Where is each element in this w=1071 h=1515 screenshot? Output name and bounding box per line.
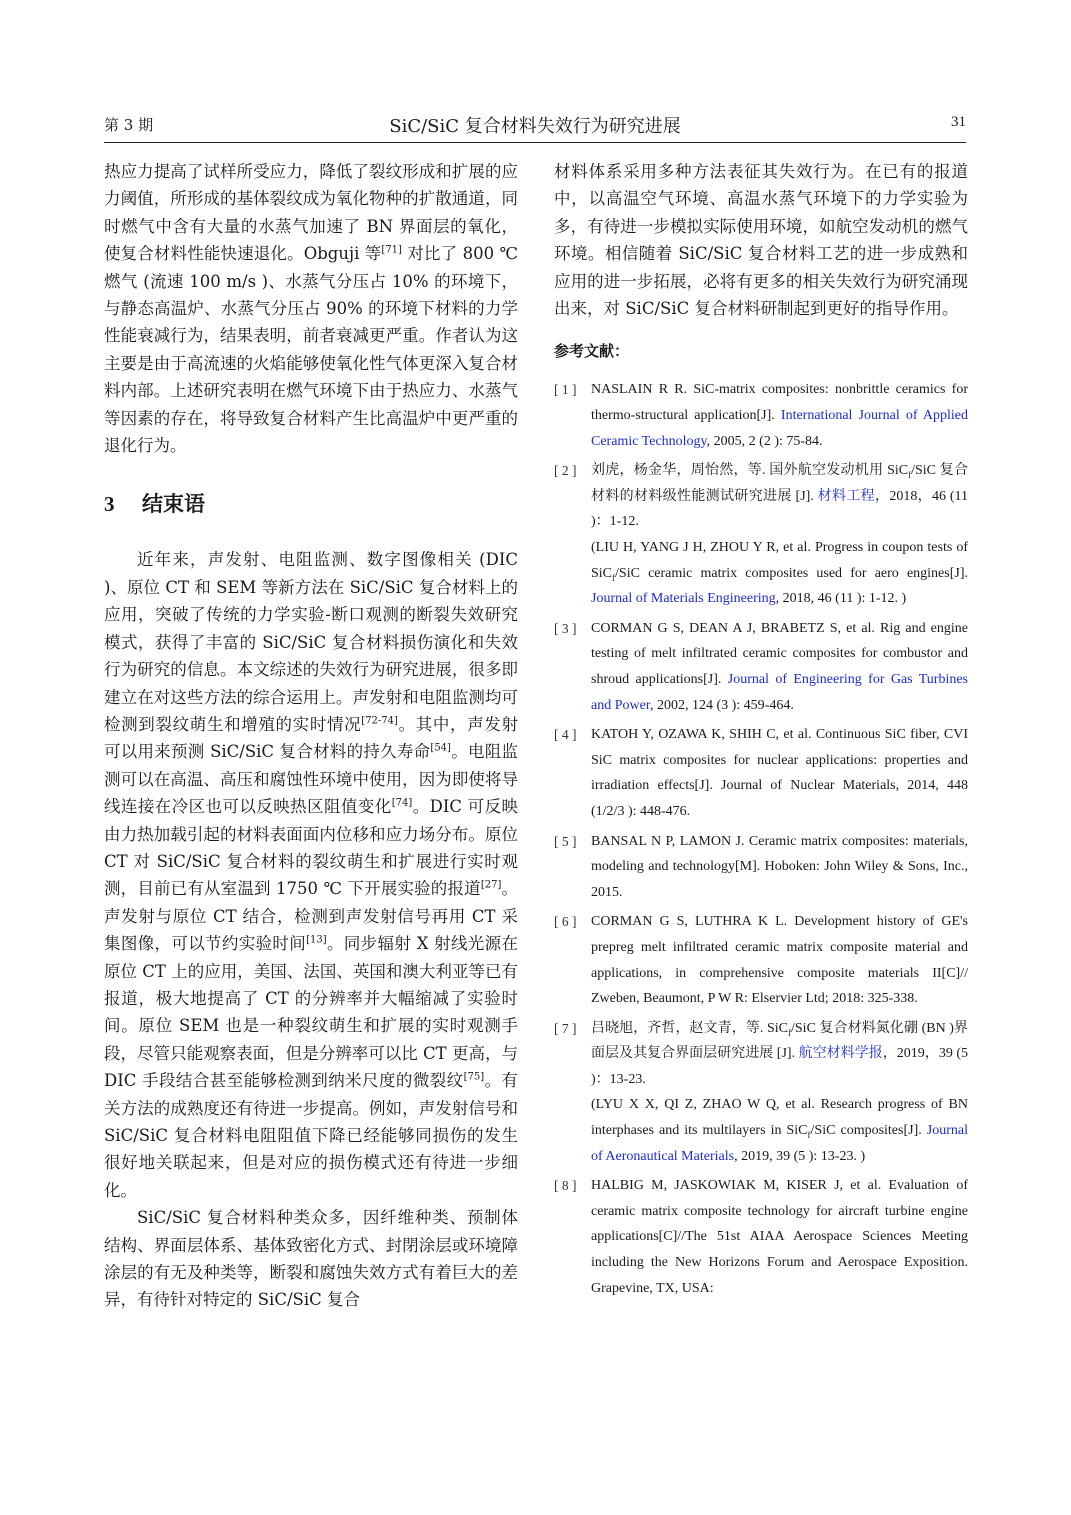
reference-translation: (LIU H, YANG J H, ZHOU Y R, et al. Progress in coupon tests of SiC$_f$/SiC ceramic matrix composites used for aero engines[J]. Journal of Materials Engineering, 2018, 46 (11 ): 1-12. ) [591,540,968,607]
citation: [54] [430,742,451,754]
reference-text: NASLAIN R R. SiC-matrix composites: nonbrittle ceramics for thermo-structural application[J]. International Journal of Applied Ceramic Technology, 2005, 2 (2 ): 75-84. [591,382,968,449]
reference-index: [ 6 ] [554,914,577,930]
reference-index: [ 7 ] [554,1020,577,1036]
reference-item [554,722,968,824]
reference-index: [ 3 ] [554,620,577,636]
journal-link[interactable]: Journal of Engineering for Gas Turbines and Power [591,671,968,713]
reference-index: [ 5 ] [554,833,577,849]
reference-translation: (LYU X X, QI Z, ZHAO W Q, et al. Research progress of BN interphases and its multilayers in SiC$_f$/SiC composites[J]. Journal of Aeronautical Materials, 2019, 39 (5 ): 13-23. ) [591,1097,969,1164]
reference-text: CORMAN G S, LUTHRA K L. Development history of GE's prepreg melt infiltrated ceramic matrix composite material and applications, in comprehensive composite materials II[C]// Zweben, Beaumont, P W R: Elservier Ltd; 2018: 325-338. [591,914,968,1007]
issue-number: 第 3 期 [104,116,154,134]
reference-item [554,1016,968,1170]
reference-index: [ 1 ] [554,382,577,398]
reference-text: HALBIG M, JASKOWIAK M, KISER J, et al. Evaluation of ceramic matrix composite technology for aircraft turbine engine applications[C]//The 51st AIAA Aerospace Sciences Meeting including the New Horizons Forum and Aerospace Exposition. Grapevine, TX, USA: [591,1178,968,1296]
page-number: 31 [951,114,966,130]
citation: [74] [391,797,413,809]
reference-text: 刘虎，杨金华，周怡然，等. 国外航空发动机用 SiC$_f$/SiC 复合材料的材料级性能测试研究进展 [J]. 材料工程，2018，46 (11 )：1-12. (LIU H, YANG J H, ZHOU Y R, et al. Progress in coupon tests of SiC$_f$/SiC ceramic matrix composites used for aero engines[J]. Journal of Materials Engineering, 2018, 46 (11 ): 1-12. ) [591,458,968,612]
references-title: 参考文献： [554,342,630,361]
reference-index: [ 8 ] [554,1178,577,1194]
citation: [27] [480,879,502,891]
right-column [554,158,968,1305]
journal-link[interactable]: Journal of Aeronautical Materials [591,1123,969,1164]
reference-item [554,458,968,612]
citation: [71] [381,244,402,256]
reference-text: CORMAN G S, DEAN A J, BRABETZ S, et al. Rig and engine testing of melt infiltrated ceramic composites for combustor and shroud applications[J]. Journal of Engineering for Gas Turbines and Power, 2002, 124 (3 ): 459-464. [591,620,968,713]
reference-item [554,909,968,1011]
paragraph-1: 热应力提高了试样所受应力，降低了裂纹形成和扩展的应力阈值，所形成的基体裂纹成为氧化物种的扩散通道，同时燃气中含有大量的水蒸气加速了 BN 界面层的氧化，使复合材料性能快速退化。Obguji 等[71] 对比了 800 ℃ 燃气 (流速 100 m/s )、水蒸气分压占 10% 的环境下，与静态高温炉、水蒸气分压占 90% 的环境下材料的力学性能衰减行为，结果表明，前者衰减更严重。作者认为这主要是由于高流速的火焰能够使氧化性气体更深入复合材料内部。上述研究表明在燃气环境下由于热应力、水蒸气等因素的存在，将导致复合材料产生比高温炉中更严重的退化行为。 [104,162,518,456]
journal-link[interactable]: 航空材料学报 [798,1046,883,1062]
paragraph-4: 材料体系采用多种方法表征其失效行为。在已有的报道中，以高温空气环境、高温水蒸气环境下的力学实验为多，有待进一步模拟实际使用环境，如航空发动机的燃气环境。相信随着 SiC/SiC 复合材料工艺的进一步成熟和应用的进一步拓展，必将有更多的相关失效行为研究涌现出来，对 SiC/SiC 复合材料研制起到更好的指导作用。 [554,162,968,319]
reference-item [554,1173,968,1301]
reference-list [554,377,968,1301]
reference-text: KATOH Y, OZAWA K, SHIH C, et al. Continuous SiC fiber, CVI SiC matrix composites for nuclear applications: properties and irradiation effects[J]. Journal of Nuclear Materials, 2014, 448 (1/2/3 ): 448-476. [591,727,968,819]
journal-link[interactable]: Journal of Materials Engineering [591,591,776,607]
reference-text: BANSAL N P, LAMON J. Ceramic matrix composites: materials, modeling and technology[M]. Hoboken: John Wiley & Sons, Inc., 2015. [591,833,968,900]
citation: [72-74] [361,715,398,727]
reference-text: 吕晓旭，齐哲，赵文青，等. SiC$_f$/SiC 复合材料氮化硼 (BN )界面层及其复合界面层研究进展 [J]. 航空材料学报，2019，39 (5 )：13-23. (LYU X X, QI Z, ZHAO W Q, et al. Research progress of BN interphases and its multilayers in SiC$_f$/SiC composites[J]. Journal of Aeronautical Materials, 2019, 39 (5 ): 13-23. ) [591,1016,968,1170]
reference-item [554,829,968,906]
running-title: SiC/SiC 复合材料失效行为研究进展 [389,116,681,137]
reference-index: [ 2 ] [554,463,577,479]
paragraph-3: SiC/SiC 复合材料种类众多，因纤维种类、预制体结构、界面层体系、基体致密化方式、封閉涂层或环境障涂层的有无及种类等，断裂和腐蚀失效方式有着巨大的差异，有待针对特定的 SiC/SiC 复合 [104,1208,518,1310]
reference-item [554,616,968,718]
left-column [104,158,518,1314]
section-title: 结束语 [142,492,205,517]
citation: [13] [306,934,327,946]
journal-link[interactable]: 材料工程 [817,488,875,504]
section-heading [104,488,518,518]
reference-index: [ 4 ] [554,727,577,743]
paragraph-2: 近年来，声发射、电阻监测、数字图像相关 (DIC )、原位 CT 和 SEM 等新方法在 SiC/SiC 复合材料上的应用，突破了传统的力学实验-断口观测的断裂失效研究模式，获得了丰富的 SiC/SiC 复合材料损伤演化和失效行为研究的信息。本文综述的失效行为研究进展，很多即建立在对这些方法的综合运用上。声发射和电阻监测均可检测到裂纹萌生和增殖的实时情况[72-74]。其中，声发射可以用来预测 SiC/SiC 复合材料的持久寿命[54]。电阻监测可以在高温、高压和腐蚀性环境中使用，因为即使将导线连接在冷区也可以反映热区阻值变化[74]。DIC 可反映由力热加载引起的材料表面面内位移和应力场分布。原位 CT 对 SiC/SiC 复合材料的裂纹萌生和扩展进行实时观测，目前已有从室温到 1750 ℃ 下开展实验的报道[27]。声发射与原位 CT 结合，检测到声发射信号再用 CT 采集图像，可以节约实验时间[13]。同步辐射 X 射线光源在原位 CT 上的应用，美国、法国、英国和澳大利亚等已有报道，极大地提高了 CT 的分辨率并大幅缩减了实验时间。原位 SEM 也是一种裂纹萌生和扩展的实时观测手段，尽管只能观察表面，但是分辨率可以比 CT 更高，与 DIC 手段结合甚至能够检测到纳米尺度的微裂纹[75]。有关方法的成熟度还有待进一步提高。例如，声发射信号和 SiC/SiC 复合材料电阻阻值下降已经能够同损伤的发生很好地关联起来，但是对应的损伤模式还有待进一步细化。 [104,550,519,1200]
reference-item [554,377,968,454]
journal-link[interactable]: International Journal of Applied Ceramic Technology [591,408,968,449]
running-header [104,112,966,143]
citation: [75] [463,1071,485,1083]
section-number: 3 [104,492,115,517]
